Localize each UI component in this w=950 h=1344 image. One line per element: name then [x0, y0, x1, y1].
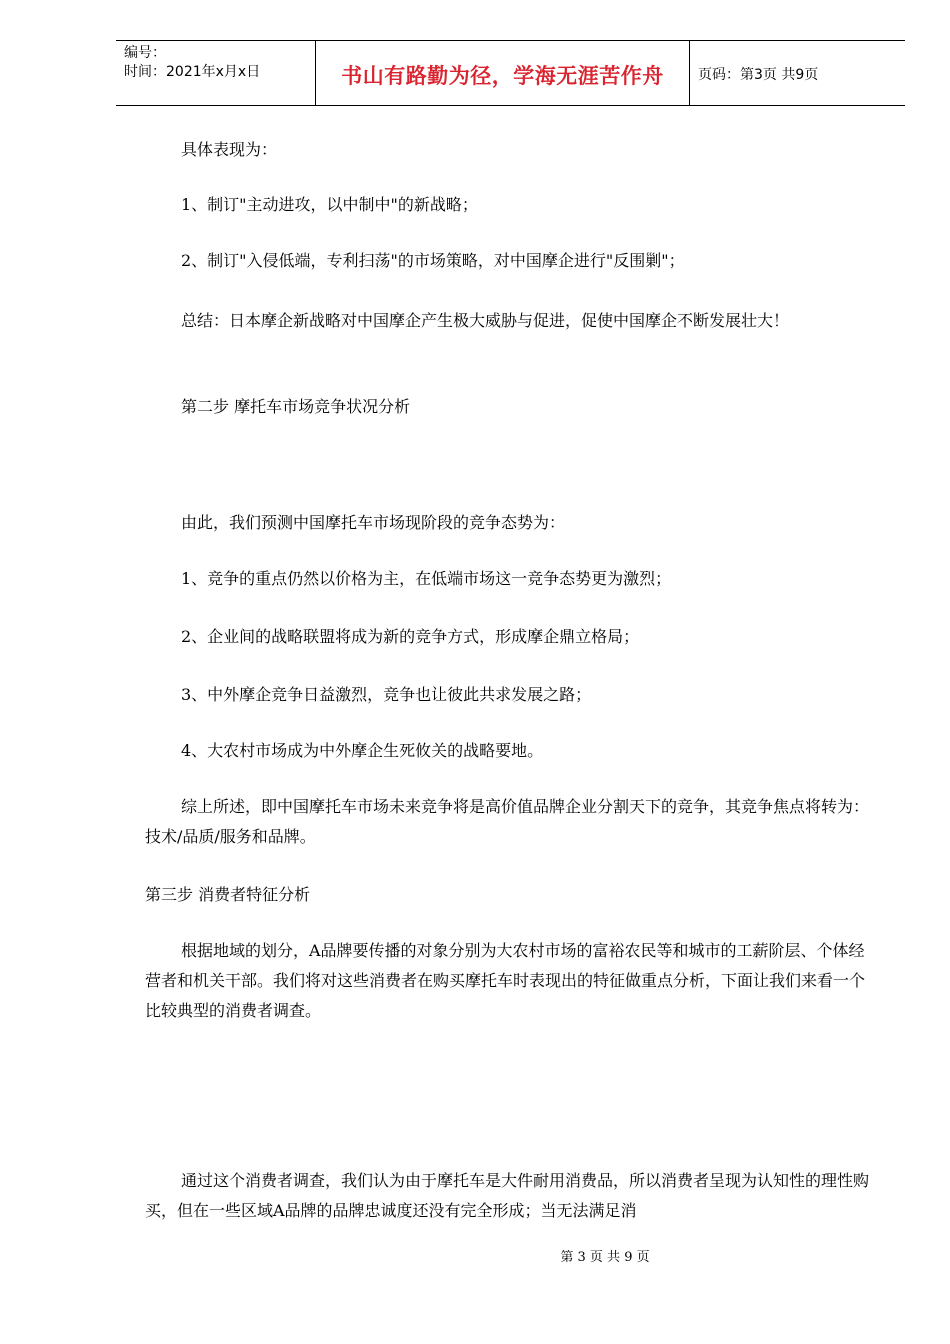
paragraph-summary: 总结：日本摩企新战略对中国摩企产生极大威胁与促进，促使中国摩企不断发展壮大！	[181, 311, 790, 330]
list-item-competition-1: 1、竞争的重点仍然以价格为主，在低端市场这一竞争态势更为激烈；	[181, 569, 672, 588]
section-heading-step2: 第二步 摩托车市场竞争状况分析	[181, 397, 411, 416]
paragraph-consumer-targets: 根据地域的划分，A品牌要传播的对象分别为大农村市场的富裕农民等和城市的工薪阶层、个体经营者和机关干部。我们将对这些消费者在购买摩托车时表现出的特征做重点分析，下面让我们来看一个比较典型的消费者调查。	[145, 941, 866, 1020]
list-item-strategy-2: 2、制订"入侵低端，专利扫荡"的市场策略，对中国摩企进行"反围剿"；	[181, 251, 685, 270]
paragraph-survey-result: 通过这个消费者调查，我们认为由于摩托车是大件耐用消费品，所以消费者呈现为认知性的理性购买，但在一些区域A品牌的品牌忠诚度还没有完全形成；当无法满足消	[145, 1171, 870, 1220]
serial-label: 编号：	[124, 45, 166, 61]
date-label: 时间：2021年x月x日	[124, 64, 261, 80]
header-motto: 书山有路勤为径，学海无涯苦作舟	[341, 64, 664, 88]
page-info-label: 页码：第3页 共9页	[698, 67, 819, 83]
header-page-info	[690, 41, 905, 105]
header-meta	[116, 41, 316, 105]
section-heading-step3: 第三步 消费者特征分析	[145, 885, 311, 904]
paragraph-intro: 具体表现为：	[181, 140, 278, 159]
footer-page-number: 第 3 页 共 9 页	[560, 1250, 650, 1265]
page-header	[116, 40, 905, 106]
list-item-competition-3: 3、中外摩企竞争日益激烈，竞争也让彼此共求发展之路；	[181, 685, 592, 704]
list-item-competition-2: 2、企业间的战略联盟将成为新的竞争方式，形成摩企鼎立格局；	[181, 627, 640, 646]
paragraph-prediction: 由此，我们预测中国摩托车市场现阶段的竞争态势为：	[181, 513, 566, 532]
paragraph-conclusion: 综上所述，即中国摩托车市场未来竞争将是高价值品牌企业分割天下的竞争，其竞争焦点将转为：技术/品质/服务和品牌。	[145, 797, 870, 846]
list-item-strategy-1: 1、制订"主动进攻，以中制中"的新战略；	[181, 195, 478, 214]
page-footer	[0, 1246, 950, 1265]
header-motto-cell	[316, 41, 690, 105]
list-item-competition-4: 4、大农村市场成为中外摩企生死攸关的战略要地。	[181, 741, 544, 760]
